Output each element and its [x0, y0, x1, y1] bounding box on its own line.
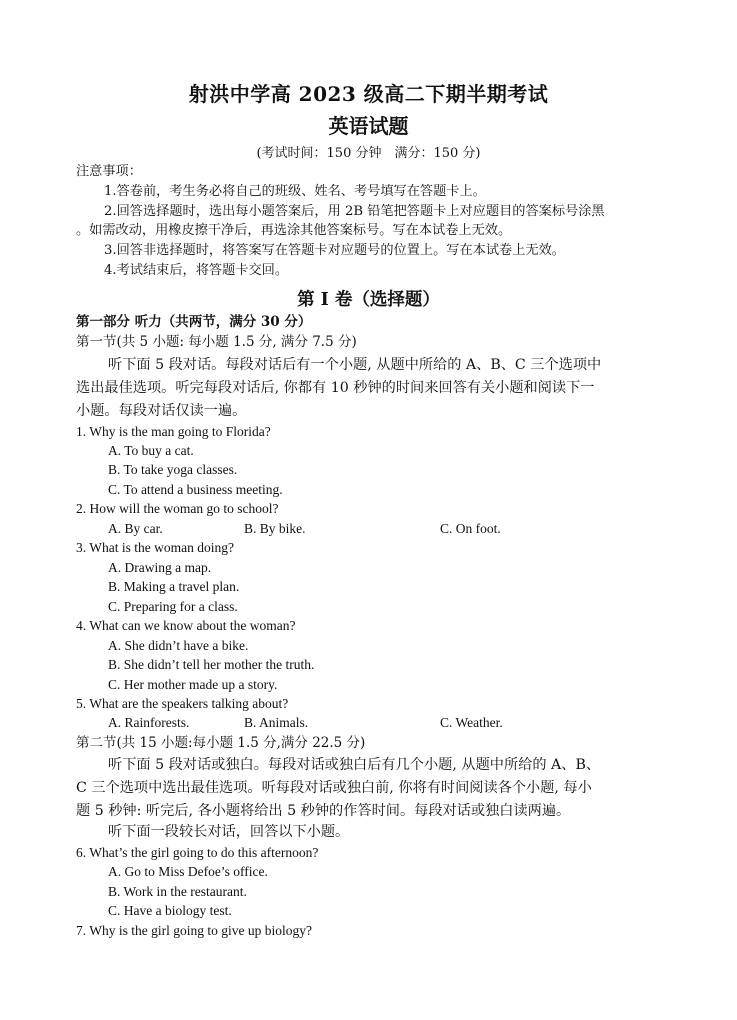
q4-option-b: B. She didn’t tell her mother the truth.: [108, 657, 315, 672]
section1-instr-1: 听下面 5 段对话。每段对话后有一个小题, 从题中所给的 A、B、C 三个选项中: [108, 357, 602, 373]
q7-stem: 7. Why is the girl going to give up biology?: [76, 923, 312, 938]
q1-option-b: B. To take yoga classes.: [108, 462, 238, 477]
q6-option-c: C. Have a biology test.: [108, 903, 232, 918]
exam-info: (考试时间：150 分钟 满分：150 分): [256, 146, 481, 161]
q4-option-c: C. Her mother made up a story.: [108, 677, 278, 692]
q5-option-a: A. Rainforests.: [108, 715, 190, 730]
q6-stem: 6. What’s the girl going to do this afternoon?: [76, 845, 319, 860]
section2-instr-3: 题 5 秒钟: 听完后, 各小题将给出 5 秒钟的作答时间。每段对话或独白读两遍。: [76, 803, 571, 819]
note-4: 4.考试结束后，将答题卡交回。: [104, 263, 289, 278]
exam-title: 射洪中学高 2023 级高二下期半期考试: [188, 82, 549, 106]
q6-option-a: A. Go to Miss Defoe’s office.: [108, 864, 268, 879]
q4-stem: 4. What can we know about the woman?: [76, 618, 296, 633]
q1-stem: 1. Why is the man going to Florida?: [76, 424, 271, 439]
q5-stem: 5. What are the speakers talking about?: [76, 696, 289, 711]
q2-option-c: C. On foot.: [440, 521, 501, 536]
note-2-cont: 。如需改动，用橡皮擦干净后，再选涂其他答案标号。写在本试卷上无效。: [76, 223, 512, 238]
q3-option-a: A. Drawing a map.: [108, 560, 212, 575]
q3-option-b: B. Making a travel plan.: [108, 579, 240, 594]
notes-label: 注意事项：: [76, 164, 142, 179]
section1-instr-2: 选出最佳选项。听完每段对话后, 你都有 10 秒钟的时间来回答有关小题和阅读下一: [76, 380, 595, 396]
volume-title: 第 I 卷（选择题）: [297, 290, 440, 310]
exam-subtitle: 英语试题: [328, 114, 409, 138]
part1-title: 第一部分 听力（共两节，满分 30 分）: [76, 314, 312, 330]
section2-instr-4: 听下面一段较长对话，回答以下小题。: [108, 824, 350, 840]
section2-instr-2: C 三个选项中选出最佳选项。听每段对话或独白前, 你将有时间阅读各个小题, 每小: [76, 780, 592, 796]
q3-stem: 3. What is the woman doing?: [76, 540, 234, 555]
q6-option-b: B. Work in the restaurant.: [108, 884, 247, 899]
q5-option-c: C. Weather.: [440, 715, 503, 730]
q4-option-a: A. She didn’t have a bike.: [108, 638, 249, 653]
section2-title: 第二节(共 15 小题:每小题 1.5 分,满分 22.5 分): [76, 735, 366, 751]
note-3: 3.回答非选择题时，将答案写在答题卡对应题号的位置上。写在本试卷上无效。: [104, 243, 565, 258]
q2-stem: 2. How will the woman go to school?: [76, 501, 279, 516]
section1-title: 第一节(共 5 小题: 每小题 1.5 分, 满分 7.5 分): [76, 334, 357, 350]
q1-option-a: A. To buy a cat.: [108, 443, 194, 458]
q3-option-c: C. Preparing for a class.: [108, 599, 238, 614]
q2-option-a: A. By car.: [108, 521, 163, 536]
q5-option-b: B. Animals.: [244, 715, 309, 730]
q1-option-c: C. To attend a business meeting.: [108, 482, 283, 497]
note-2: 2.回答选择题时，选出每小题答案后，用 2B 铅笔把答题卡上对应题目的答案标号涂黑: [104, 204, 605, 219]
section2-instr-1: 听下面 5 段对话或独白。每段对话或独白后有几个小题, 从题中所给的 A、B、: [108, 757, 601, 773]
section1-instr-3: 小题。每段对话仅读一遍。: [76, 403, 247, 419]
note-1: 1.答卷前，考生务必将自己的班级、姓名、考号填写在答题卡上。: [104, 184, 486, 199]
q2-option-b: B. By bike.: [244, 521, 306, 536]
